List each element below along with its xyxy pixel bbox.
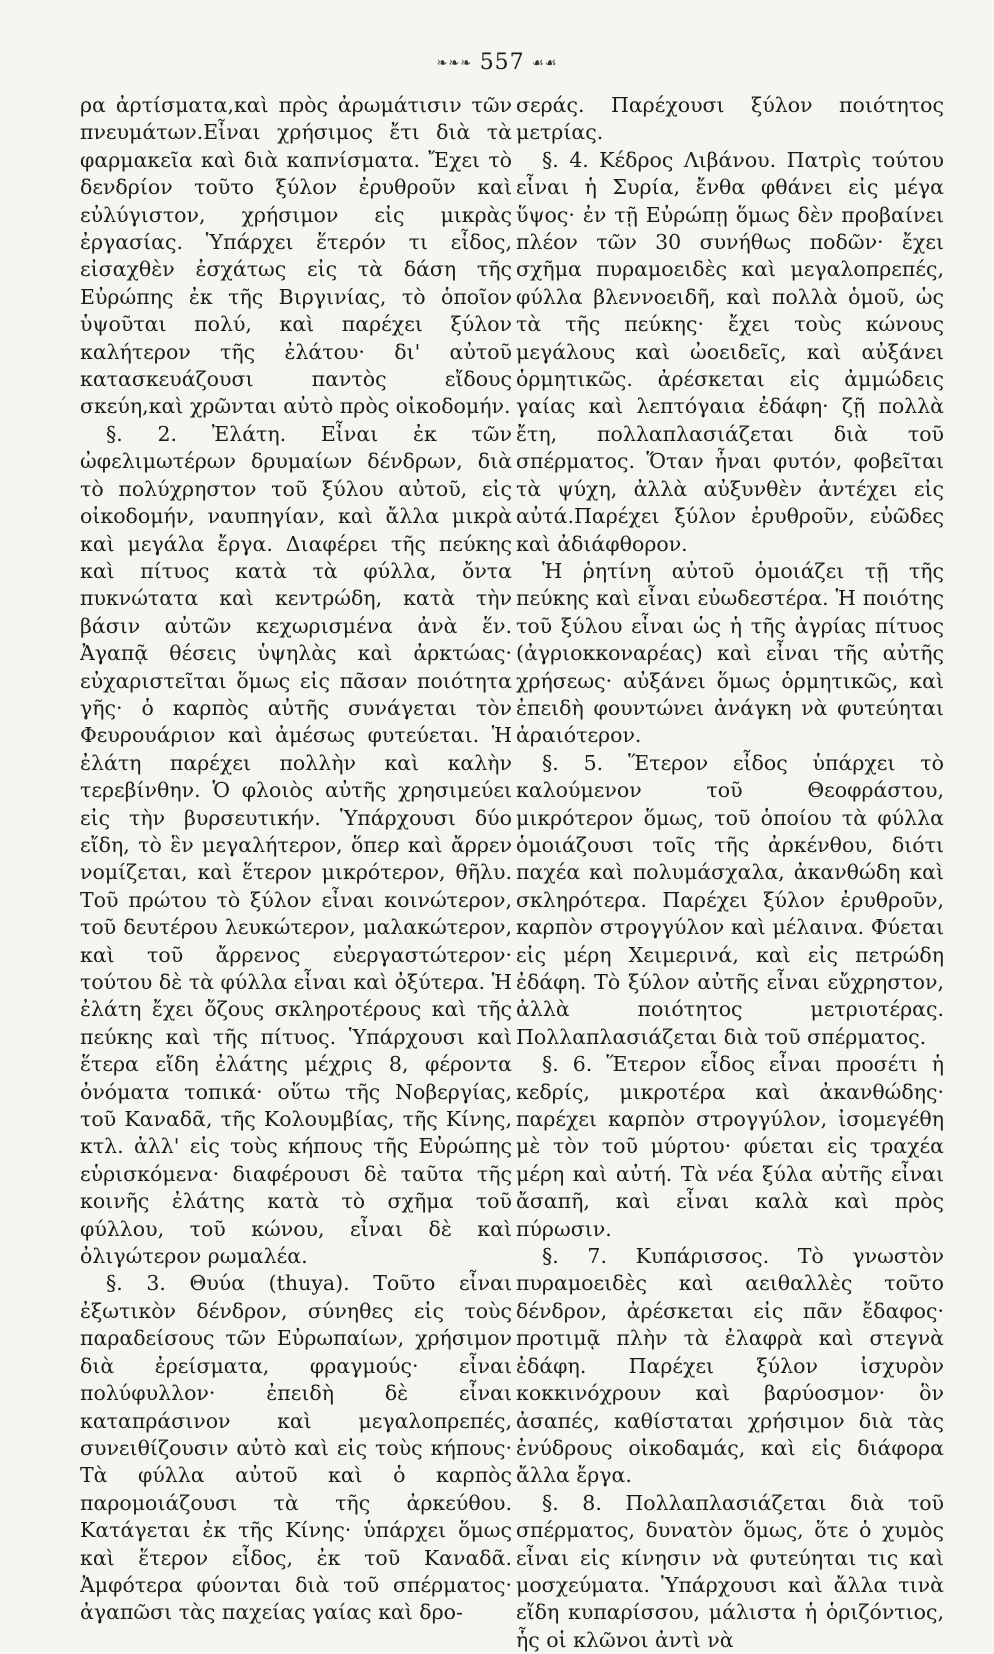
section-8: §. 8. Πολλαπλασιάζεται διὰ τοῦ σπέρματος, δυνατὸν ὅμως, ὅτε ὁ χυμὸς εἶναι εἰς κίνησιν νὰ φυτεύηται τις καὶ μοσχεύματα. Ὑπάρχουσι καὶ ἄλλα τινὰ εἴδη κυπαρίσσου, μάλιστα ἡ ὁριζόντιος, ἧς οἱ κλῶνοι ἀντὶ νὰ [516,1490,944,1652]
page-header [0,50,994,75]
section-4-cedar: §. 4. Κέδρος Λιβάνου. Πατρὶς τούτου εἶναι ἡ Συρία, ἔνθα φθάνει εἰς μέγα ὕψος· ἐν τῇ Εὐρώπῃ ὅμως δὲν προβαίνει πλέον τῶν 30 συνήθως ποδῶν· ἔχει σχῆμα πυραμοειδὲς καὶ μεγαλοπρεπές, φύλλα βλεννοειδῆ, καὶ πολλὰ ὁμοῦ, ὡς τὰ τῆς πεύκης· ἔχει τοὺς κώνους μεγάλους καὶ ὠοειδεῖς, καὶ αὐξάνει ὁρμητικῶς. ἀρέσκεται εἰς ἀμμώδεις γαίας καὶ λεπτόγαια ἐδάφη· ζῇ πολλὰ ἔτη, πολλαπλασιάζεται διὰ τοῦ σπέρματος. Ὅταν ἦναι φυτόν, φοβεῖται τὰ ψύχη, ἀλλὰ αὐξυνθὲν ἀντέχει εἰς αὐτά.Παρέχει ξύλον ἐρυθροῦν, εὐῶδες καὶ ἀδιάφθορον. [516,147,944,556]
left-column [80,92,512,1627]
right-column [516,92,944,1654]
section-3-thuya: §. 3. Θυύα (thuya). Τοῦτο εἶναι ἐξωτικὸν δένδρον, σύνηθες εἰς τοὺς παραδείσους τῶν Εὐρωπαίων, χρήσιμον διὰ ἐρείσματα, φραγμούς· εἶναι πολύφυλλον· ἐπειδὴ δὲ εἶναι καταπράσινον καὶ μεγαλοπρεπές, συνειθίζουσιν αὐτὸ καὶ εἰς τοὺς κήπους· Τὰ φύλλα αὐτοῦ καὶ ὁ καρπὸς παρομοιάζουσι τὰ τῆς ἀρκεύθου. Κατάγεται ἐκ τῆς Κίνης· ὑπάρχει ὅμως καὶ ἕτερον εἶδος, ἐκ τοῦ Καναδᾶ. Ἀμφότερα φύονται διὰ τοῦ σπέρματος· ἀγαπῶσι τὰς παχείας γαίας καὶ δρο- [80,1271,512,1625]
right-ornament: ☙☙ [532,56,558,71]
section-2-fir: §. 2. Ἐλάτη. Εἶναι ἐκ τῶν ὠφελιμωτέρων δρυμαίων δένδρων, διὰ τὸ πολύχρηστον τοῦ ξύλου αὐτοῦ, εἰς οἰκοδομήν, ναυπηγίαν, καὶ ἄλλα μικρὰ καὶ μεγάλα ἔργα. Διαφέρει τῆς πεύκης καὶ πίτυος κατὰ τὰ φύλλα, ὄντα πυκνώτατα καὶ κεντρώδη, κατὰ τὴν βάσιν αὐτῶν κεχωρισμένα ἀνὰ ἕν. Ἀγαπᾷ θέσεις ὑψηλὰς καὶ ἀρκτώας· εὐχαριστεῖται ὅμως εἰς πᾶσαν ποιότητα γῆς· ὁ καρπὸς αὐτῆς συνάγεται τὸν Φευρουάριον καὶ ἀμέσως φυτεύεται. Ἡ ἐλάτη παρέχει πολλὴν καὶ καλὴν τερεβίνθην. Ὁ φλοιὸς αὐτῆς χρησιμεύει εἰς τὴν βυρσευτικήν. Ὑπάρχουσι δύο εἴδη, τὸ ἓν μεγαλήτερον, ὅπερ καὶ ἄρρεν νομίζεται, καὶ ἕτερον μικρότερον, θῆλυ. Τοῦ πρώτου τὸ ξύλον εἶναι κοινώτερον, τοῦ δευτέρου λευκώτερον, μαλακώτερον, καὶ τοῦ ἄρρενος εὐεργαστώτερον· τούτου δὲ τὰ φύλλα εἶναι καὶ ὀξύτερα. Ἡ ἐλάτη ἔχει ὄζους σκληροτέρους καὶ τῆς πεύκης καὶ τῆς πίτυος. Ὑπάρχουσι καὶ ἕτερα εἴδη ἐλάτης μέχρις 8, φέροντα ὀνόματα τοπικά· οὕτω τῆς Νοβεργίας, τοῦ Καναδᾶ, τῆς Κολουμβίας, τῆς Κίνης, κτλ. ἀλλ' εἰς τοὺς κήπους τῆς Εὐρώπης εὑρισκόμενα· διαφέρουσι δὲ ταῦτα τῆς κοινῆς ἐλάτης κατὰ τὸ σχῆμα τοῦ φύλλου, τοῦ κώνου, εἶναι δὲ καὶ ὀλιγώτερον ρωμαλέα. [80,421,512,1269]
section-5: §. 5. Ἕτερον εἶδος ὑπάρχει τὸ καλούμενον τοῦ Θεοφράστου, μικρότερον ὅμως, τοῦ ὁποίου τὰ φύλλα ὁμοιάζουσι τοῖς τῆς ἀρκένθου, διότι παχέα καὶ πολυμάσχαλα, ἀκανθώδη καὶ σκληρότερα. Παρέχει ξύλον ἐρυθροῦν, καρπὸν στρογγύλον καὶ μέλαινα. Φύεται εἰς μέρη Χειμερινά, καὶ εἰς πετρώδη ἐδάφη. Τὸ ξύλον αὐτῆς εἶναι εὔχρηστον, ἀλλὰ ποιότητος μετριοτέρας. Πολλαπλασιάζεται διὰ τοῦ σπέρματος. [516,750,944,1049]
section-7-cypress: §. 7. Κυπάρισσος. Τὸ γνωστὸν πυραμοειδὲς καὶ αειθαλλὲς τοῦτο δένδρον, ἀρέσκεται εἰς πᾶν ἔδαφος· προτιμᾷ πλὴν τὰ ἐλαφρὰ καὶ στεγνὰ ἐδάφη. Παρέχει ξύλον ἰσχυρὸν κοκκινόχρουν καὶ βαρύοσμον· ὃν ἀσαπές, καθίσταται χρήσιμον διὰ τὰς ἐνύδρους οἰκοδαμάς, καὶ εἰς διάφορα ἄλλα ἔργα. [516,1244,944,1488]
page-number: 557 [479,50,525,75]
paragraph: σεράς. Παρέχουσι ξύλον ποιότητος μετρίας. [516,93,944,145]
paragraph: ρα ἀρτίσματα,καὶ πρὸς ἀρωμάτισιν τῶν πνευμάτων.Εἶναι χρήσιμος ἔτι διὰ τὰ φαρμακεῖα καὶ διὰ καπνίσματα. Ἔχει τὸ δενδρίον τοῦτο ξύλον ἐρυθροῦν καὶ εὐλύγιστον, χρήσιμον εἰς μικρὰς ἐργασίας. Ὑπάρχει ἕτερόν τι εἶδος, εἰσαχθὲν ἐσχάτως εἰς τὰ δάση τῆς Εὐρώπης ἐκ τῆς Βιργινίας, τὸ ὁποῖον ὑψοῦται πολύ, καὶ παρέχει ξύλον καλήτερον τῆς ἐλάτου· δι' αὐτοῦ κατασκευάζουσι παντὸς εἴδους σκεύη,καὶ χρῶνται αὐτὸ πρὸς οἰκοδομήν. [80,93,512,419]
paragraph: Ἡ ῥητίνη αὐτοῦ ὁμοιάζει τῇ τῆς πεύκης καὶ εἶναι εὐωδεστέρα. Ἡ ποιότης τοῦ ξύλου εἶναι ὡς ἡ τῆς ἀγρίας πίτυος (ἀγριοκκοναρέας) καὶ εἶναι τῆς αὐτῆς χρήσεως· αὐξάνει ὅμως ὁρμητικῶς, καὶ ἐπειδὴ φουντώνει ἀνάγκη νὰ φυτεύηται ἀραιότερον. [516,558,944,748]
left-ornament: ❧❧❧ [436,56,473,71]
section-6: §. 6. Ἕτερον εἶδος εἶναι προσέτι ἡ κεδρίς, μικροτέρα καὶ ἀκανθώδης· παρέχει καρπὸν στρογγύλον, ἰσομεγέθη μὲ τὸν τοῦ μύρτου· φύεται εἰς τραχέα μέρη καὶ αὐτή. Τὰ νέα ξύλα αὐτῆς εἶναι ἄσαπῆ, καὶ εἶναι καλὰ καὶ πρὸς πύρωσιν. [516,1052,944,1241]
